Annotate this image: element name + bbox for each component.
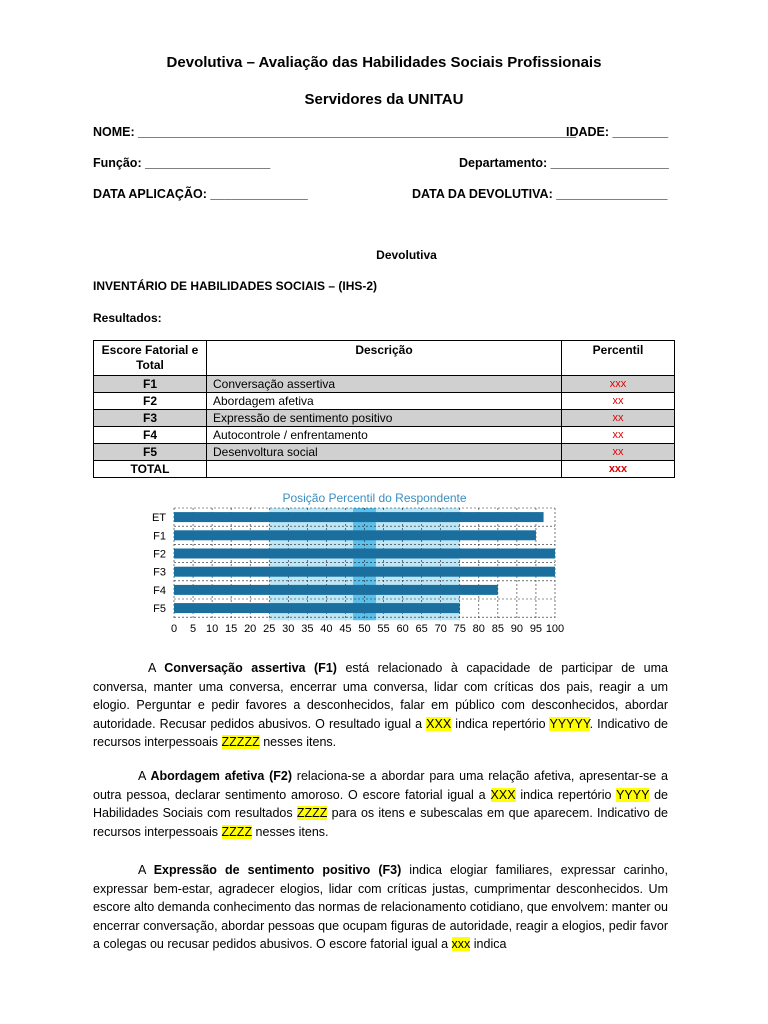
chart-tick-label: 75 (453, 623, 466, 636)
p2-text-e: de Habilidades Sociais com resultados (93, 787, 668, 820)
chart-category-label: F3 (153, 566, 166, 579)
chart-tick-label: 90 (510, 623, 524, 636)
chart-tick-label: 40 (320, 623, 333, 636)
p1-highlight-repertoire: YYYYY (549, 716, 590, 731)
chart-tick-label: 45 (339, 623, 352, 636)
chart-bar-f3 (174, 567, 555, 577)
chart-tick-label: 100 (545, 623, 565, 636)
paragraph-f2 (93, 767, 668, 841)
row-percentile: xx (562, 393, 675, 410)
p3-highlight-score: xxx (451, 937, 471, 951)
field-idade: IDADE: ________ (566, 125, 669, 139)
p2-text-f: para os itens e subescalas em que aparecem. Indicativo de recursos interpessoais (93, 806, 668, 839)
chart-tick-label: 35 (301, 623, 314, 636)
row-percentile: xxx (562, 461, 675, 478)
row-percentile: xx (562, 444, 675, 461)
document-subtitle: Servidores da UNITAU (304, 91, 464, 108)
p2-highlight-repertoire: YYYY (616, 787, 650, 802)
table-row (94, 410, 675, 427)
percentile-chart (140, 488, 580, 638)
p3-text-d: indica (470, 937, 507, 951)
p2-term: Abordagem afetiva (F2) (150, 769, 293, 783)
chart-category-label: F1 (153, 530, 166, 543)
row-code: TOTAL (94, 461, 207, 478)
row-description (207, 461, 562, 478)
chart-category-label: F4 (153, 584, 166, 597)
table-header-score: Escore Fatorial e Total (94, 341, 207, 376)
p3-text-c: indica elogiar familiares, expressar carinho, expressar bem-estar, agradecer elogios, lidar com críticas justas, cumprimentar desconhecidos. Um escore alto demanda conhecimento das normas de relacionamento cotidiano, que envolvem: manter ou encerrar conversação, abordar pessoas que ocupam figuras de autoridade, reagir a elogios, pedir favor a colegas ou recusar pedidos abusivos. O escore fatorial igual a (93, 863, 668, 951)
paragraph-f1 (93, 659, 668, 752)
inventory-title: INVENTÁRIO DE HABILIDADES SOCIAIS – (IHS-2) (93, 279, 378, 293)
field-nome: NOME: _______________________________________________________________ (93, 125, 577, 139)
chart-tick-label: 65 (415, 623, 428, 636)
p2-text-a: A (138, 769, 151, 783)
chart-tick-label: 0 (170, 623, 178, 636)
chart-tick-label: 80 (472, 623, 485, 636)
row-code: F4 (94, 427, 207, 444)
chart-tick-label: 70 (434, 623, 447, 636)
chart-category-label: F5 (153, 603, 166, 616)
results-label: Resultados: (93, 311, 162, 325)
row-percentile: xx (562, 410, 675, 427)
row-code: F1 (94, 376, 207, 393)
field-departamento: Departamento: _________________ (459, 156, 669, 170)
p1-term: Conversação assertiva (F1) (164, 661, 337, 675)
chart-category-label: F2 (153, 548, 166, 561)
table-row (94, 393, 675, 410)
document-title: Devolutiva – Avaliação das Habilidades Sociais Profissionais (166, 54, 602, 71)
results-table (93, 340, 675, 478)
p1-text-a: A (148, 661, 165, 675)
chart-tick-label: 95 (529, 623, 543, 636)
row-code: F2 (94, 393, 207, 410)
p1-text-d: indica repertório (451, 716, 550, 731)
paragraph-f3 (93, 861, 668, 954)
p2-text-d: indica repertório (515, 787, 617, 802)
table-row (94, 461, 675, 478)
p1-text-e: . Indicativo de recursos interpessoais (93, 716, 668, 749)
p2-highlight-resources: ZZZZ (221, 824, 253, 839)
row-percentile: xx (562, 427, 675, 444)
row-description: Conversação assertiva (207, 376, 562, 393)
p1-highlight-resources: ZZZZZ (221, 735, 260, 749)
chart-bar-f5 (174, 603, 460, 613)
field-data-devolutiva: DATA DA DEVOLUTIVA: ________________ (412, 187, 668, 201)
row-code: F3 (94, 410, 207, 427)
chart-tick-label: 50 (358, 623, 371, 636)
p1-highlight-score: XXX (426, 716, 452, 731)
chart-bar-f4 (174, 585, 498, 595)
p3-term: Expressão de sentimento positivo (F3) (153, 863, 402, 877)
table-header-row (94, 341, 675, 376)
chart-bar-f1 (174, 530, 536, 540)
chart-tick-label: 20 (244, 623, 257, 636)
chart-tick-label: 25 (263, 623, 276, 636)
chart-tick-label: 5 (189, 623, 197, 636)
section-heading: Devolutiva (376, 248, 437, 262)
chart-title: Posição Percentil do Respondente (282, 491, 467, 505)
p2-highlight-score: XXX (490, 787, 516, 802)
p3-text-a: A (138, 863, 154, 877)
p2-text-g: nesses itens. (252, 824, 329, 839)
chart-tick-label: 85 (491, 623, 504, 636)
row-code: F5 (94, 444, 207, 461)
p2-highlight-results: ZZZZ (296, 806, 328, 820)
p1-text-f: nesses itens. (259, 735, 337, 749)
row-description: Desenvoltura social (207, 444, 562, 461)
p2-text-c: relaciona-se a abordar para uma relação afetiva, apresentar-se a outra pessoa, declarar sentimento amoroso. O escore fatorial igual a (93, 769, 669, 802)
table-row (94, 376, 675, 393)
row-description: Abordagem afetiva (207, 393, 562, 410)
chart-tick-label: 60 (396, 623, 409, 636)
field-funcao: Função: __________________ (93, 156, 271, 170)
table-row (94, 444, 675, 461)
chart-category-label: ET (151, 512, 166, 525)
row-description: Autocontrole / enfrentamento (207, 427, 562, 444)
field-data-aplicacao: DATA APLICAÇÃO: ______________ (93, 187, 308, 201)
chart-tick-label: 30 (282, 623, 295, 636)
table-header-description: Descrição (207, 341, 562, 376)
chart-tick-label: 10 (205, 623, 219, 636)
chart-bar-et (174, 512, 544, 522)
chart-tick-label: 15 (225, 623, 238, 636)
chart-bar-f2 (174, 549, 555, 559)
table-row (94, 427, 675, 444)
p1-text-c: está relacionado à capacidade de participar de uma conversa, manter uma conversa, encerrar uma conversa, lidar com críticas dos pais, reagir a um elogio. Perguntar e pedir favores a desconhecidos, falar em público com desconhecidos, abordar autoridade. Recusar pedidos abusivos. O resultado igual a (93, 661, 668, 731)
row-description: Expressão de sentimento positivo (207, 410, 562, 427)
chart-tick-label: 55 (377, 623, 390, 636)
table-header-percentile: Percentil (562, 341, 675, 376)
row-percentile: xxx (562, 376, 675, 393)
